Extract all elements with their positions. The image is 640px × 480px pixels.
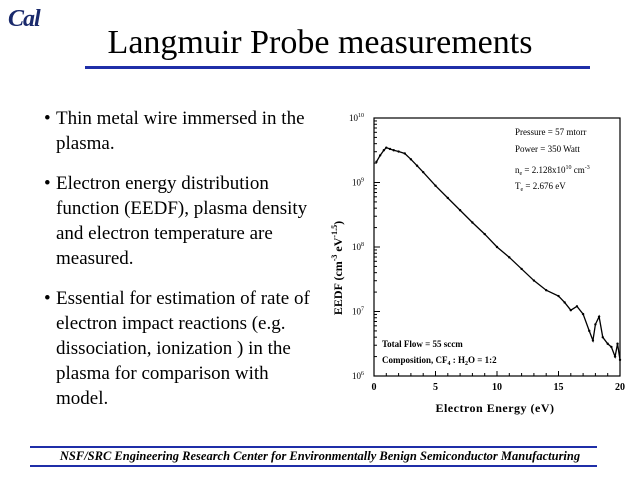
eedf-data-point [570, 309, 572, 311]
eedf-data-point [422, 171, 424, 173]
footer-rule-bottom [30, 465, 597, 467]
eedf-data-point [410, 158, 412, 160]
y-axis-label-sup: -1.5 [330, 224, 339, 238]
y-tick-label [352, 242, 364, 252]
y-tick-exp: 8 [361, 242, 364, 248]
eedf-data-point [496, 246, 498, 248]
cal-logo: Cal [8, 6, 40, 32]
y-tick-label [352, 178, 364, 188]
x-tick-label: 0 [371, 382, 377, 393]
density-unit-exp: -3 [584, 165, 590, 171]
density-label: n [515, 165, 520, 175]
y-axis-label [330, 221, 345, 315]
footer-text: NSF/SRC Engineering Research Center for Environmentally Benign Semiconductor Manufacturing [59, 449, 581, 463]
eedf-data-point [416, 165, 418, 167]
bullet-dot: • [44, 173, 51, 194]
bullet-text: Thin metal wire immersed in the plasma. [56, 108, 305, 154]
eedf-data-point [592, 339, 594, 341]
bullet-text: Essential for estimation of rate of electron impact reactions (e.g. dissociation, ionization ) in the plasma for comparison with model. [56, 288, 310, 409]
x-tick-label: 15 [553, 382, 564, 393]
temp-value: = 2.676 eV [523, 181, 566, 191]
eedf-data-point [582, 313, 584, 315]
eedf-data-point [619, 359, 621, 361]
eedf-data-point [471, 221, 473, 223]
bullet-item [28, 171, 318, 271]
eedf-data-point [598, 315, 600, 317]
bullet-dot: • [44, 288, 51, 309]
temp-sub: e [520, 187, 524, 193]
eedf-data-point [434, 185, 436, 187]
eedf-data-point [375, 161, 377, 163]
eedf-chart-svg [320, 110, 640, 420]
composition-part: O = 1:2 [468, 355, 497, 365]
eedf-data-point [610, 346, 612, 348]
annotation-temperature [515, 181, 566, 193]
eedf-data-point [447, 197, 449, 199]
y-tick-base: 10 [352, 177, 361, 188]
bullet-item [28, 106, 318, 156]
eedf-data-point [404, 152, 406, 154]
eedf-data-point [459, 209, 461, 211]
eedf-data-point [397, 150, 399, 152]
eedf-data-point [557, 295, 559, 297]
eedf-data-point [594, 323, 596, 325]
composition-part: Composition, CF [382, 355, 448, 365]
eedf-data-point [545, 289, 547, 291]
bullet-item [28, 286, 318, 411]
y-tick-base: 10 [352, 371, 361, 381]
y-axis-label-part: ) [331, 220, 345, 225]
footer-rule-top [30, 446, 597, 448]
density-sub: e [519, 171, 523, 177]
y-tick-exp: 10 [358, 113, 364, 119]
eedf-data-point [563, 301, 565, 303]
composition-sub: 4 [447, 361, 451, 367]
eedf-data-point [392, 149, 394, 151]
eedf-data-point [508, 256, 510, 258]
y-tick-label [352, 371, 364, 381]
x-tick-label: 5 [433, 382, 438, 393]
annotation-composition [382, 355, 497, 367]
eedf-data-point [379, 154, 381, 156]
eedf-chart [320, 110, 640, 420]
x-axis-label: Electron Energy (eV) [435, 401, 555, 415]
density-exp: 10 [565, 165, 572, 171]
annotation-power: Power = 350 Watt [515, 144, 580, 154]
x-tick-label: 10 [492, 382, 502, 393]
bullet-dot: • [44, 108, 51, 129]
eedf-data-point [614, 355, 616, 357]
composition-sub: 2 [465, 361, 469, 367]
title-underline [85, 66, 590, 69]
density-value: = 2.128x10 [522, 165, 566, 175]
eedf-data-point [616, 343, 618, 345]
slide-title: Langmuir Probe measurements [107, 24, 533, 61]
eedf-data-point [383, 149, 385, 151]
eedf-data-point [385, 146, 387, 148]
eedf-data-point [520, 268, 522, 270]
density-unit: cm [571, 165, 585, 175]
eedf-data-point [607, 343, 609, 345]
y-tick-exp: 9 [361, 177, 364, 184]
eedf-data-point [602, 336, 604, 338]
y-tick-label [349, 113, 364, 123]
eedf-data-point [533, 279, 535, 281]
annotation-density [515, 165, 590, 177]
annotation-flow: Total Flow = 55 sccm [382, 339, 463, 349]
eedf-data-point [588, 330, 590, 332]
y-tick-base: 10 [352, 242, 361, 252]
y-axis-label-part: EEDF (cm [331, 261, 345, 316]
annotation-pressure: Pressure = 57 mtorr [515, 127, 587, 137]
eedf-data-point [576, 305, 578, 307]
composition-part: : H [450, 355, 466, 365]
x-tick-label: 20 [615, 382, 625, 393]
bullet-text: Electron energy distribution function (EEDF), plasma density and electron temperature are measured. [56, 173, 308, 269]
y-axis-label-sup: -3 [330, 254, 339, 262]
temp-label: T [515, 181, 521, 191]
y-tick-exp: 6 [361, 371, 364, 377]
y-tick-base: 10 [352, 306, 361, 317]
eedf-data-point [389, 148, 391, 150]
y-tick-base: 10 [349, 113, 358, 123]
bullet-list [28, 106, 318, 426]
eedf-series-line [376, 148, 620, 360]
y-tick-label [352, 307, 364, 317]
eedf-data-point [484, 233, 486, 235]
y-tick-exp: 7 [361, 306, 364, 313]
y-axis-label-part: eV [331, 237, 345, 255]
